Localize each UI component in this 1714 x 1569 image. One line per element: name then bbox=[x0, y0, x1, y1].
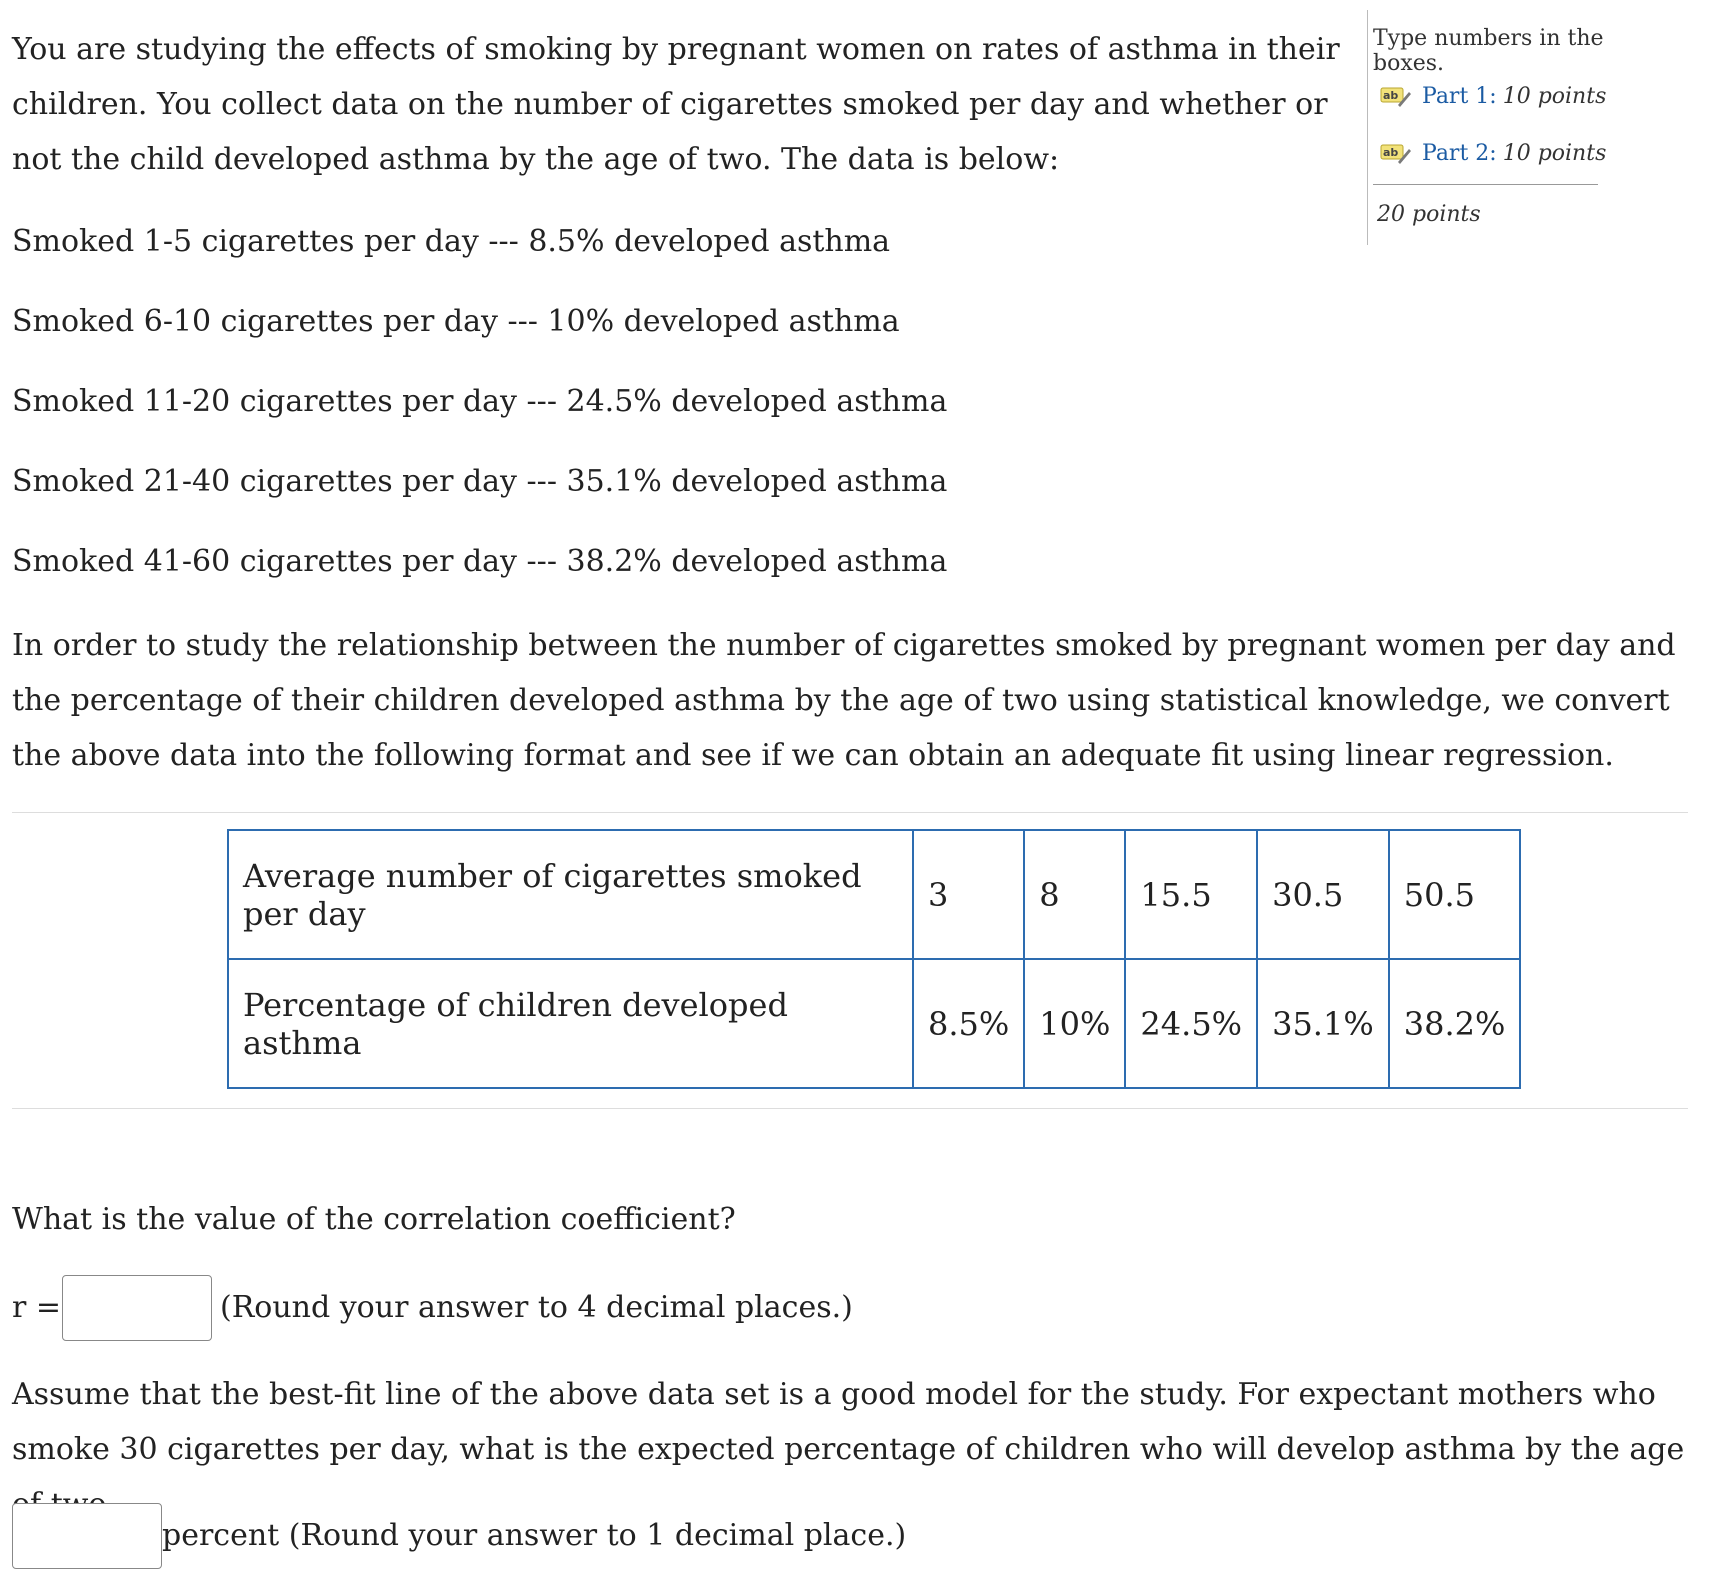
data-line-2: Smoked 6-10 cigarettes per day --- 10% developed asthma bbox=[12, 304, 900, 339]
table-cell: 8 bbox=[1024, 830, 1125, 959]
row-header-percentage: Percentage of children developed asthma bbox=[228, 959, 913, 1088]
part-1-link[interactable] bbox=[1380, 84, 1606, 109]
correlation-coefficient-input[interactable] bbox=[62, 1275, 212, 1341]
row-header-cigarettes: Average number of cigarettes smoked per day bbox=[228, 830, 913, 959]
part-2-points: 10 points bbox=[1502, 141, 1607, 166]
table-cell: 50.5 bbox=[1389, 830, 1521, 959]
sidebar-hint: Type numbers in the boxes. bbox=[1373, 26, 1604, 76]
svg-text:ab: ab bbox=[1383, 88, 1399, 102]
data-line-1: Smoked 1-5 cigarettes per day --- 8.5% developed asthma bbox=[12, 224, 891, 259]
table-cell: 8.5% bbox=[913, 959, 1024, 1088]
data-line-3: Smoked 11-20 cigarettes per day --- 24.5% developed asthma bbox=[12, 384, 948, 419]
grading-sidebar bbox=[1367, 10, 1673, 245]
svg-text:ab: ab bbox=[1383, 145, 1399, 159]
intro-paragraph: You are studying the effects of smoking by pregnant women on rates of asthma in their children. You collect data on the number of cigarettes smoked per day and whether or not the child developed asthma by the age of two. The data is below: bbox=[12, 32, 1340, 177]
text-entry-icon bbox=[1380, 85, 1412, 109]
question-1-text: What is the value of the correlation coefficient? bbox=[12, 1202, 736, 1237]
sidebar-divider bbox=[1373, 184, 1598, 185]
table-cell: 30.5 bbox=[1257, 830, 1389, 959]
expected-percentage-input[interactable] bbox=[12, 1503, 162, 1569]
question-2-text: Assume that the best-fit line of the above data set is a good model for the study. For expectant mothers who smoke 30 cigarettes per day, what is the expected percentage of children who will develop asthma by the age bbox=[12, 1377, 1685, 1467]
part-2-label: Part 2: bbox=[1422, 141, 1497, 166]
table-bottom-divider bbox=[12, 1108, 1688, 1109]
text-entry-icon bbox=[1380, 142, 1412, 166]
r-equals-label: r = bbox=[12, 1290, 62, 1325]
data-line-4: Smoked 21-40 cigarettes per day --- 35.1% developed asthma bbox=[12, 464, 948, 499]
convert-paragraph: In order to study the relationship between the number of cigarettes smoked by pregnant women per day and the percentage of their children developed asthma by the age of two using statistical knowledge, we convert the above data into the following format and see if we can obtain an adequate fit using linear regression. bbox=[12, 628, 1676, 773]
question-1-rounding-hint: (Round your answer to 4 decimal places.) bbox=[220, 1290, 853, 1325]
table-row bbox=[228, 830, 1520, 959]
part-2-link[interactable] bbox=[1380, 141, 1606, 166]
part-1-points: 10 points bbox=[1502, 84, 1607, 109]
data-line-5: Smoked 41-60 cigarettes per day --- 38.2% developed asthma bbox=[12, 544, 948, 579]
part-1-label: Part 1: bbox=[1422, 84, 1497, 109]
table-cell: 15.5 bbox=[1125, 830, 1257, 959]
question-2-rounding-hint: percent (Round your answer to 1 decimal place.) bbox=[162, 1518, 907, 1553]
table-cell: 35.1% bbox=[1257, 959, 1389, 1088]
sidebar-total-points: 20 points bbox=[1377, 202, 1481, 227]
table-top-divider bbox=[12, 812, 1688, 813]
table-cell: 3 bbox=[913, 830, 1024, 959]
data-table bbox=[227, 829, 1521, 1089]
table-cell: 24.5% bbox=[1125, 959, 1257, 1088]
table-row bbox=[228, 959, 1520, 1088]
table-cell: 38.2% bbox=[1389, 959, 1521, 1088]
table-cell: 10% bbox=[1024, 959, 1125, 1088]
